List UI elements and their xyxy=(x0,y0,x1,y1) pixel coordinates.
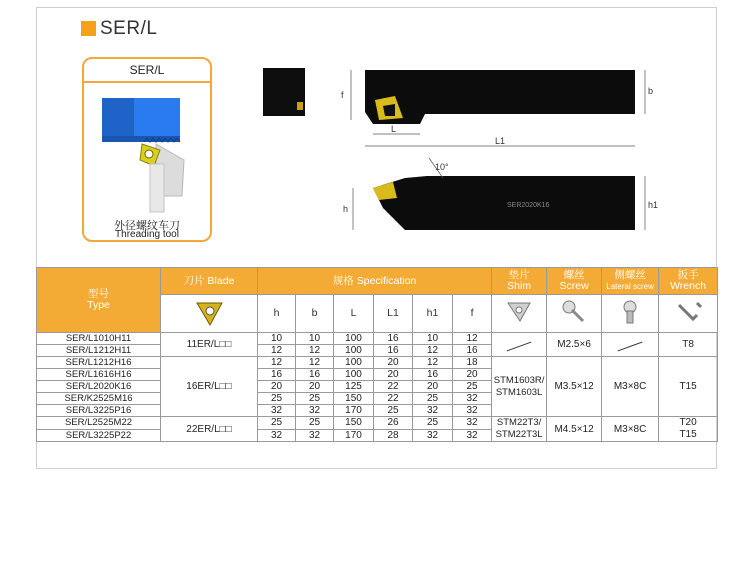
cell-h1: 25 xyxy=(413,417,453,430)
table-row-model: SER/L2020K16 xyxy=(37,381,161,393)
tool-engraving: SER2020K16 xyxy=(507,202,550,209)
shim-cell: STM1603R/ STM1603L xyxy=(492,357,547,417)
cell-b: 12 xyxy=(296,357,334,369)
cell-b: 32 xyxy=(296,405,334,417)
cell-h: 25 xyxy=(258,417,296,430)
cell-b: 20 xyxy=(296,381,334,393)
cell-L1: 26 xyxy=(374,417,413,430)
spec-col-L: L xyxy=(334,295,374,333)
cell-L1: 22 xyxy=(374,393,413,405)
cell-L: 100 xyxy=(334,333,374,345)
cell-h1: 32 xyxy=(413,405,453,417)
card-label-en: Threading tool xyxy=(115,229,179,240)
dim-h1: h1 xyxy=(648,200,659,210)
cell-f: 32 xyxy=(453,405,492,417)
spec-table xyxy=(36,267,718,442)
table-row-model: SER/K2525M16 xyxy=(37,393,161,405)
angle-label: 10° xyxy=(435,162,449,172)
cell-h: 32 xyxy=(258,429,296,442)
lateral-cell: M3×8C xyxy=(602,417,659,442)
cell-h1: 25 xyxy=(413,393,453,405)
cell-f: 25 xyxy=(453,381,492,393)
cell-L1: 25 xyxy=(374,405,413,417)
spec-col-f: f xyxy=(453,295,492,333)
blade-insert-icon xyxy=(161,295,258,333)
table-row-model: SER/L1616H16 xyxy=(37,369,161,381)
cell-L1: 20 xyxy=(374,357,413,369)
table-row-model: SER/L3225P22 xyxy=(37,429,161,442)
blade-cell: 22ER/L□□ xyxy=(161,417,258,442)
header-shim: 垫片 Shim xyxy=(492,268,547,295)
table-row-model: SER/L2525M22 xyxy=(37,417,161,430)
technical-drawing xyxy=(255,60,675,230)
screw-cell: M2.5×6 xyxy=(547,333,602,357)
spec-col-h: h xyxy=(258,295,296,333)
cell-h1: 10 xyxy=(413,333,453,345)
dim-L: L xyxy=(391,124,397,134)
table-row-model: SER/L1010H11 xyxy=(37,333,161,345)
top-view-body xyxy=(365,70,635,124)
screw-cell: M4.5×12 xyxy=(547,417,602,442)
cell-b: 32 xyxy=(296,429,334,442)
cell-f: 16 xyxy=(453,345,492,357)
header-spec: 规格 Specification xyxy=(258,268,492,295)
cell-b: 10 xyxy=(296,333,334,345)
cell-L1: 16 xyxy=(374,345,413,357)
dim-L1: L1 xyxy=(495,136,506,146)
cell-L: 100 xyxy=(334,357,374,369)
wrench-cell: T8 xyxy=(659,333,718,357)
table-row-model: SER/L1212H11 xyxy=(37,345,161,357)
cell-f: 12 xyxy=(453,333,492,345)
spec-col-L1: L1 xyxy=(374,295,413,333)
cell-h: 12 xyxy=(258,345,296,357)
blade-cell: 11ER/L□□ xyxy=(161,333,258,357)
screw-icon xyxy=(547,295,602,333)
cell-L1: 22 xyxy=(374,381,413,393)
side-view-body xyxy=(373,176,635,230)
cell-b: 25 xyxy=(296,393,334,405)
spec-col-b: b xyxy=(296,295,334,333)
blade-cell: 16ER/L□□ xyxy=(161,357,258,417)
header-screw: 螺丝 Screw xyxy=(547,268,602,295)
shim-cell xyxy=(492,333,547,357)
cell-L: 100 xyxy=(334,369,374,381)
threading-illustration xyxy=(84,84,210,214)
tool-card xyxy=(82,57,212,242)
cell-h: 25 xyxy=(258,393,296,405)
cell-L1: 28 xyxy=(374,429,413,442)
cell-b: 12 xyxy=(296,345,334,357)
cell-b: 16 xyxy=(296,369,334,381)
cell-L: 125 xyxy=(334,381,374,393)
cell-L1: 16 xyxy=(374,333,413,345)
wrench-cell: T15 xyxy=(659,357,718,417)
lateral-screw-icon xyxy=(602,295,659,333)
cell-h: 32 xyxy=(258,405,296,417)
cell-f: 32 xyxy=(453,417,492,430)
card-title: SER/L xyxy=(129,63,165,77)
cell-h: 16 xyxy=(258,369,296,381)
cell-h: 20 xyxy=(258,381,296,393)
cell-h1: 12 xyxy=(413,357,453,369)
cell-f: 18 xyxy=(453,357,492,369)
dim-h: h xyxy=(343,204,349,214)
cell-L: 170 xyxy=(334,429,374,442)
cell-h: 10 xyxy=(258,333,296,345)
table-row-model: SER/L1212H16 xyxy=(37,357,161,369)
title-marker xyxy=(81,21,96,36)
wrench-icon xyxy=(659,295,718,333)
cell-f: 32 xyxy=(453,393,492,405)
cell-f: 32 xyxy=(453,429,492,442)
spec-col-h1: h1 xyxy=(413,295,453,333)
table-row-model: SER/L3225P16 xyxy=(37,405,161,417)
header-type: 型号 Type xyxy=(37,268,161,333)
header-wrench: 扳手 Wrench xyxy=(659,268,718,295)
shim-cell: STM22T3/ STM22T3L xyxy=(492,417,547,442)
lateral-cell xyxy=(602,333,659,357)
cell-f: 20 xyxy=(453,369,492,381)
cell-L: 150 xyxy=(334,393,374,405)
shim-icon xyxy=(492,295,547,333)
cell-L: 170 xyxy=(334,405,374,417)
cell-h1: 16 xyxy=(413,369,453,381)
screw-cell: M3.5×12 xyxy=(547,357,602,417)
card-divider xyxy=(84,81,210,83)
cell-L: 150 xyxy=(334,417,374,430)
card-label-cn: 外径螺纹车刀 xyxy=(114,220,180,232)
header-blade: 刀片 Blade xyxy=(161,268,258,295)
wrench-cell: T20 T15 xyxy=(659,417,718,442)
dim-f: f xyxy=(341,90,344,100)
cell-L1: 20 xyxy=(374,369,413,381)
cell-h: 12 xyxy=(258,357,296,369)
cell-h1: 32 xyxy=(413,429,453,442)
header-lateral: 侧螺丝 Lateral screw xyxy=(602,268,659,295)
lateral-cell: M3×8C xyxy=(602,357,659,417)
cell-h1: 12 xyxy=(413,345,453,357)
cell-L: 100 xyxy=(334,345,374,357)
cell-b: 25 xyxy=(296,417,334,430)
dim-b: b xyxy=(648,86,654,96)
cell-h1: 20 xyxy=(413,381,453,393)
page-title: SER/L xyxy=(100,18,158,39)
